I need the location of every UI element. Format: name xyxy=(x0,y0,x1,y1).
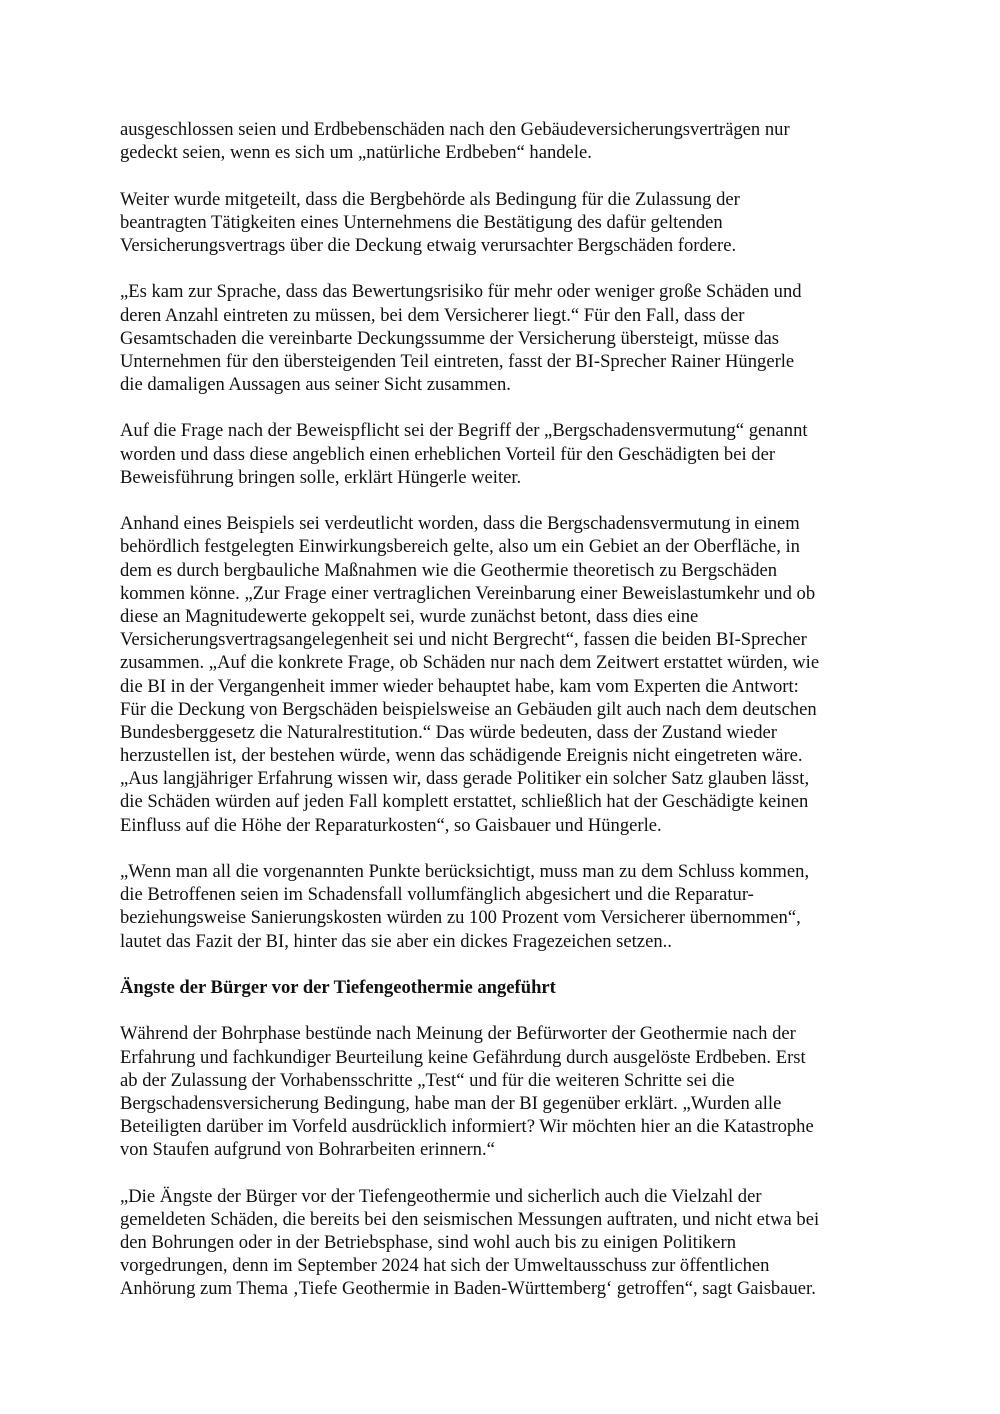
paragraph-1 xyxy=(120,118,890,164)
text-line: den Bohrungen oder in der Betriebsphase, sind wohl auch bis zu einigen Politikern xyxy=(120,1232,737,1253)
text-line: Beteiligten darüber im Vorfeld ausdrücklich informiert? Wir möchten hier an die Katastrophe xyxy=(120,1116,814,1138)
text-line: „Es kam zur Sprache, dass das Bewertungsrisiko für mehr oder weniger große Schäden und xyxy=(120,281,802,303)
text-line: ausgeschlossen seien und Erdbebenschäden nach den Gebäudeversicherungsverträgen nur xyxy=(120,119,790,140)
text-line: die Betroffenen seien im Schadensfall vollumfänglich abgesichert und die Reparatur- xyxy=(120,884,754,906)
heading-text: Ängste der Bürger vor der Tiefengeothermie angeführt xyxy=(120,976,556,998)
text-line: Anhand eines Beispiels sei verdeutlicht worden, dass die Bergschadensvermutung in einem xyxy=(120,513,800,535)
text-line: Bergschadensversicherung Bedingung, habe man der BI gegenüber erklärt. „Wurden alle xyxy=(120,1092,782,1114)
text-line: gedeckt seien, wenn es sich um „natürliche Erdbeben“ handele. xyxy=(120,142,592,164)
text-line: worden und dass diese angeblich einen erheblichen Vorteil für den Geschädigten bei der xyxy=(120,443,776,465)
text-line: beantragten Tätigkeiten eines Unternehmens die Bestätigung des dafür geltenden xyxy=(120,211,723,233)
text-line: vorgedrungen, denn im September 2024 hat sich der Umweltausschuss zur öffentlichen xyxy=(120,1255,770,1277)
text-line: behördlich festgelegten Einwirkungsbereich gelte, also um ein Gebiet an der Oberfläche, in xyxy=(120,536,800,558)
text-line: „Wenn man all die vorgenannten Punkte berücksichtigt, muss man zu dem Schluss kommen, xyxy=(120,861,810,882)
text-line: herzustellen ist, der bestehen würde, wenn das schädigende Ereignis nicht eingetreten wäre. xyxy=(120,745,803,767)
text-line: Erfahrung und fachkundiger Beurteilung keine Gefährdung durch ausgelöste Erdbeben. Erst xyxy=(120,1046,806,1068)
paragraph-6 xyxy=(120,860,890,953)
text-line: deren Anzahl eintreten zu müssen, bei dem Versicherer liegt.“ Für den Fall, dass der xyxy=(120,304,745,326)
paragraph-7 xyxy=(120,1022,890,1161)
section-heading xyxy=(120,976,890,999)
text-line: Auf die Frage nach der Beweispflicht sei der Begriff der „Bergschadensvermutung“ genannt xyxy=(120,420,808,442)
paragraph-4 xyxy=(120,419,890,489)
text-line: Während der Bohrphase bestünde nach Meinung der Befürworter der Geothermie nach der xyxy=(120,1023,796,1045)
text-line: Gesamtschaden die vereinbarte Deckungssumme der Versicherung übersteigt, müsse das xyxy=(120,327,780,349)
paragraph-2 xyxy=(120,188,890,258)
text-line: Versicherungsvertragsangelegenheit sei und nicht Bergrecht“, fassen die beiden BI-Sprecher xyxy=(120,629,807,651)
text-line: die BI in der Vergangenheit immer wieder behauptet habe, kam vom Experten die Antwort: xyxy=(120,675,799,697)
text-line: „Die Ängste der Bürger vor der Tiefengeothermie und sicherlich auch die Vielzahl der xyxy=(120,1185,762,1207)
text-line: Unternehmen für den übersteigenden Teil eintreten, fasst der BI-Sprecher Rainer Hüngerle xyxy=(120,350,795,372)
text-line: Für die Deckung von Bergschäden beispielsweise an Gebäuden gilt auch nach dem deutschen xyxy=(120,698,817,720)
text-line: beziehungsweise Sanierungskosten würden zu 100 Prozent vom Versicherer übernommen“, xyxy=(120,907,801,929)
text-line: lautet das Fazit der BI, hinter das sie aber ein dickes Fragezeichen setzen.. xyxy=(120,930,672,952)
text-line: die damaligen Aussagen aus seiner Sicht zusammen. xyxy=(120,374,511,396)
text-line: dem es durch bergbauliche Maßnahmen wie die Geothermie theoretisch zu Bergschäden xyxy=(120,559,778,581)
text-line: Einfluss auf die Höhe der Reparaturkosten“, so Gaisbauer und Hüngerle. xyxy=(120,814,662,836)
text-line: kommen könne. „Zur Frage einer vertraglichen Vereinbarung einer Beweislastumkehr und ob xyxy=(120,582,816,604)
paragraph-5 xyxy=(120,512,890,837)
text-line: Anhörung zum Thema ‚Tiefe Geothermie in Baden-Württemberg‘ getroffen“, sagt Gaisbauer. xyxy=(120,1278,816,1300)
paragraph-8 xyxy=(120,1185,890,1301)
text-line: „Aus langjähriger Erfahrung wissen wir, dass gerade Politiker ein solcher Satz glauben lässt, xyxy=(120,768,810,790)
paragraph-3 xyxy=(120,280,890,396)
text-line: Bundesberggesetz die Naturalrestitution.“ Das würde bedeuten, dass der Zustand wieder xyxy=(120,721,777,743)
text-line: gemeldeten Schäden, die bereits bei den seismischen Messungen auftraten, und nicht etwa bei xyxy=(120,1208,820,1230)
text-line: die Schäden würden auf jeden Fall komplett erstattet, schließlich hat der Geschädigte keinen xyxy=(120,791,809,813)
text-line: Weiter wurde mitgeteilt, dass die Bergbehörde als Bedingung für die Zulassung der xyxy=(120,188,740,210)
text-line: Beweisführung bringen solle, erklärt Hüngerle weiter. xyxy=(120,466,522,488)
text-line: diese an Magnitudewerte gekoppelt sei, wurde zunächst betont, dass dies eine xyxy=(120,605,699,627)
text-line: von Staufen aufgrund von Bohrarbeiten erinnern.“ xyxy=(120,1139,495,1161)
text-line: Versicherungsvertrags über die Deckung etwaig verursachter Bergschäden fordere. xyxy=(120,234,737,256)
document-page xyxy=(120,118,890,1301)
text-line: ab der Zulassung der Vorhabensschritte „Test“ und für die weiteren Schritte sei die xyxy=(120,1069,735,1091)
text-line: zusammen. „Auf die konkrete Frage, ob Schäden nur nach dem Zeitwert erstattet würden, wie xyxy=(120,652,820,674)
